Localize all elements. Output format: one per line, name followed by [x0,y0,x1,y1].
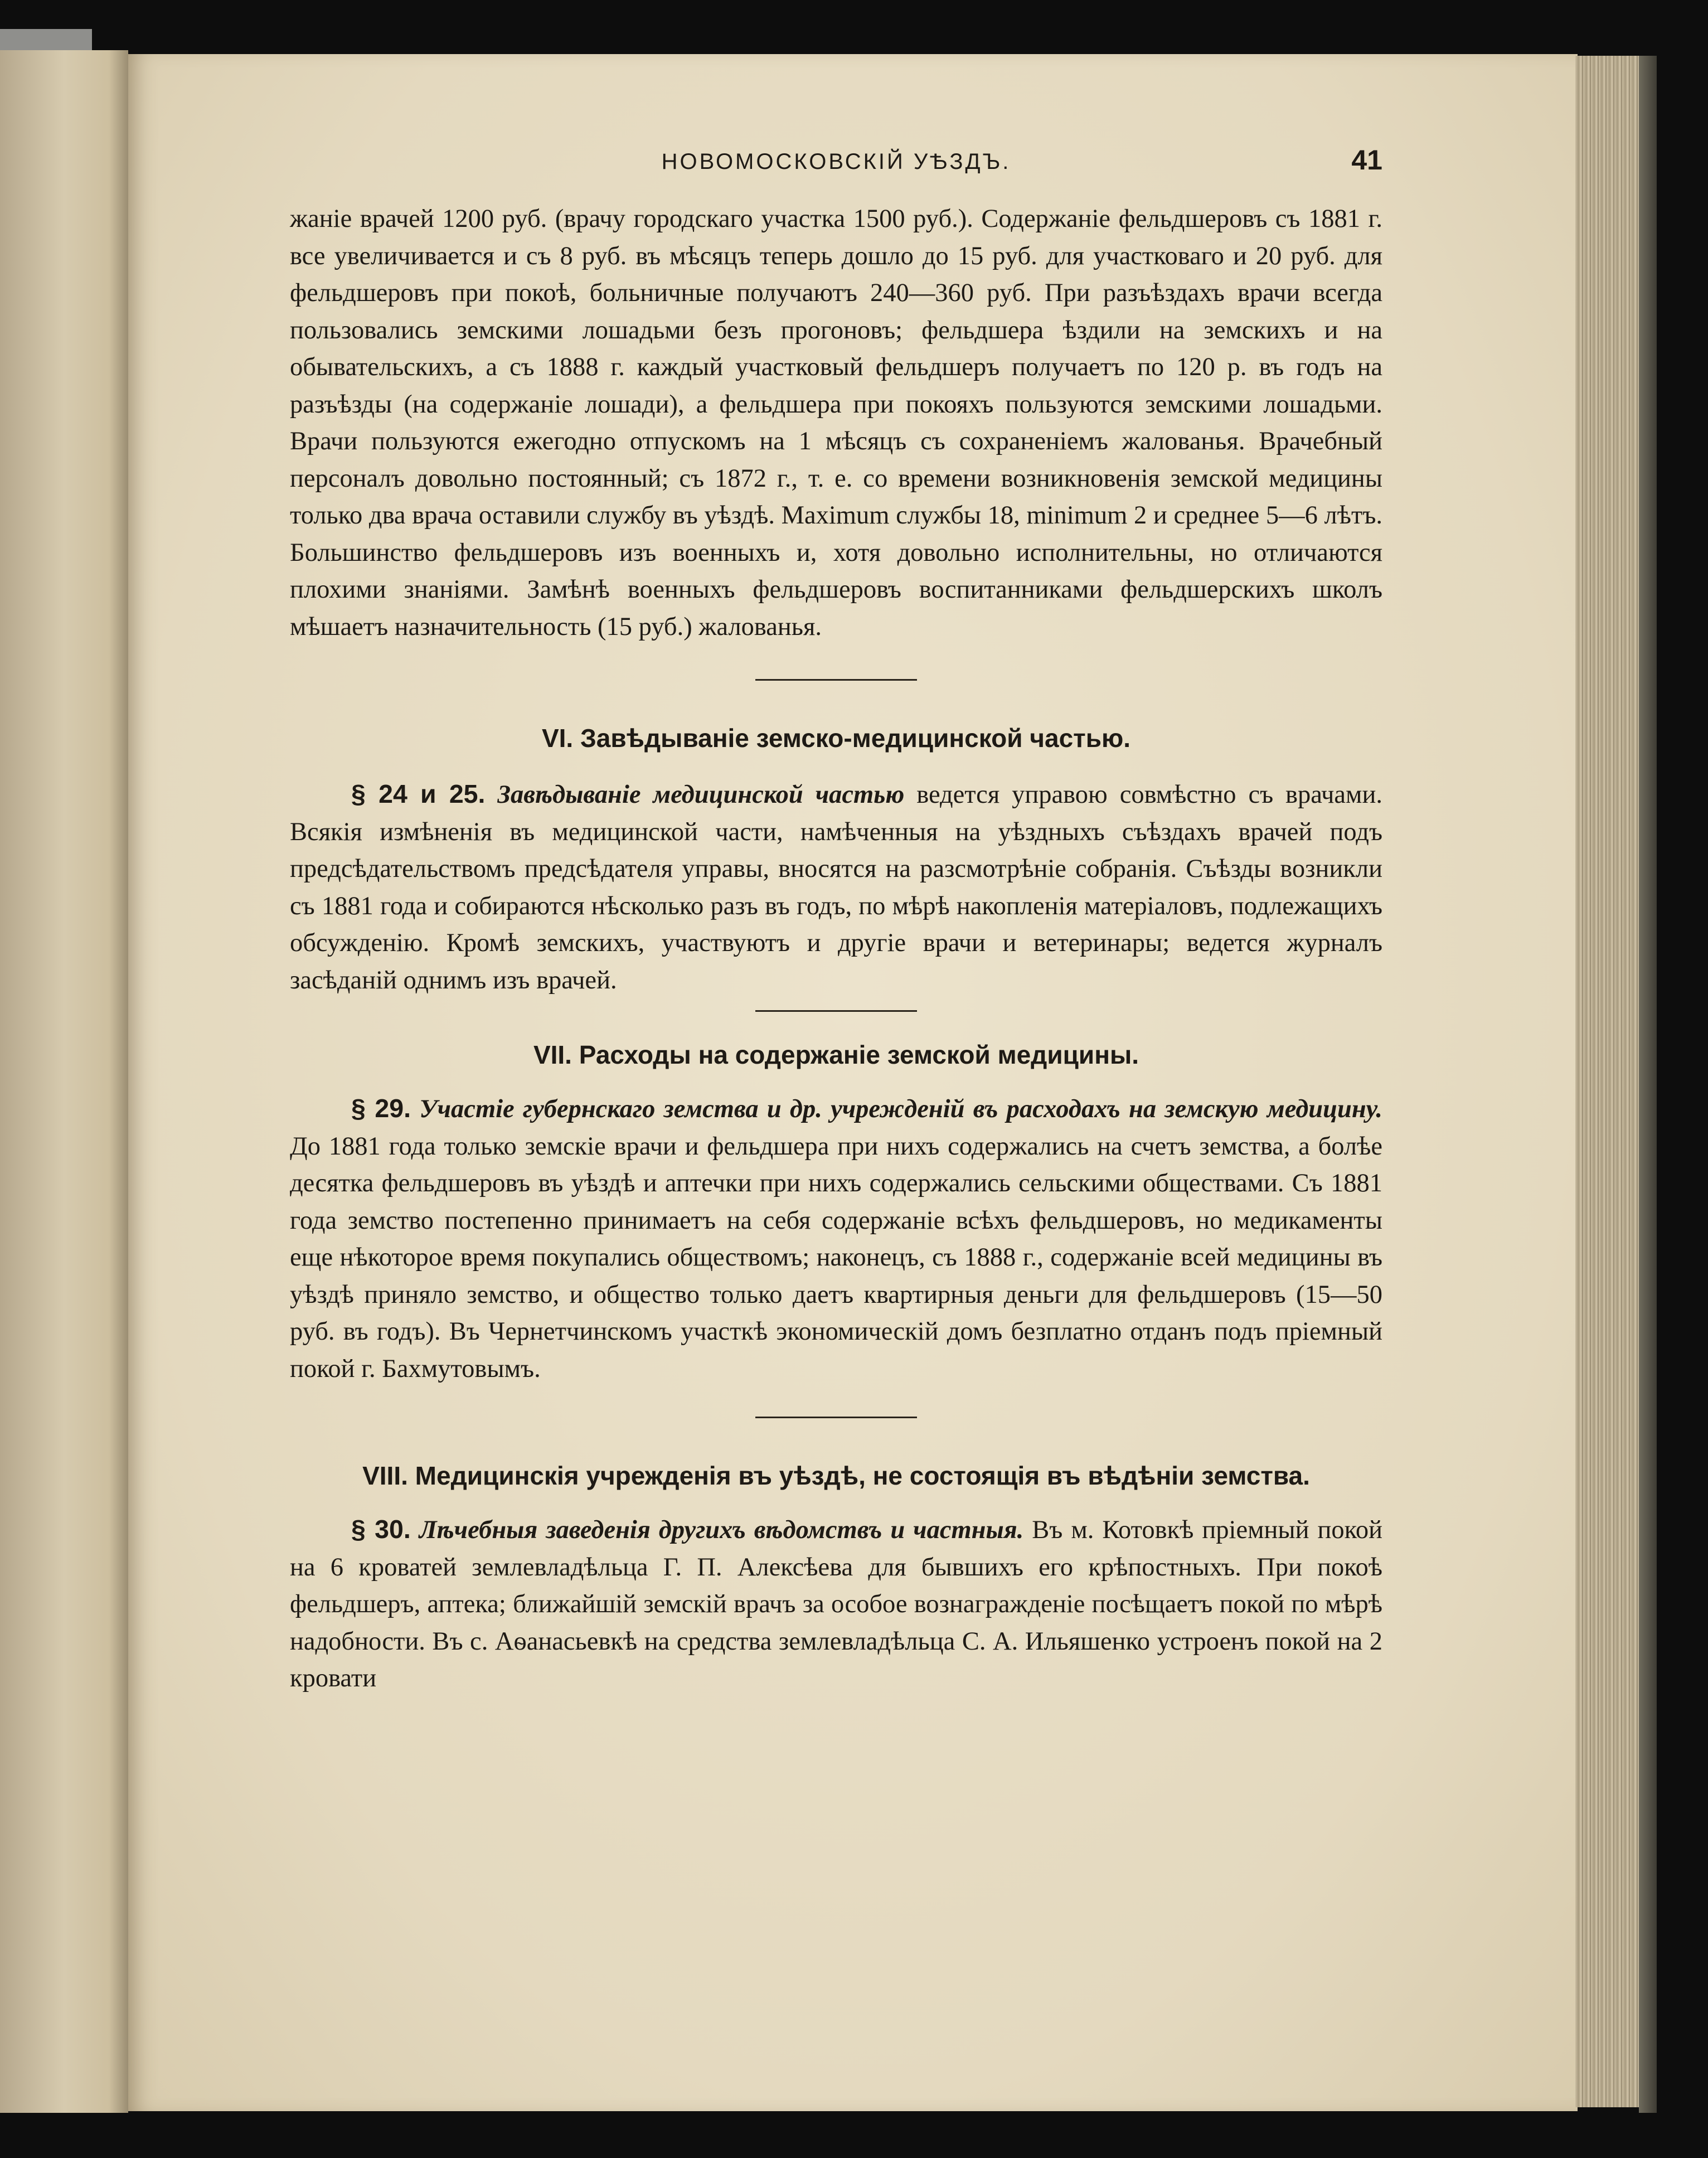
paragraph-text: До 1881 года только земскіе врачи и фельдшера при нихъ содержались на счетъ земства, а болѣе десятка фельдшеровъ въ уѣздѣ и аптечки при нихъ содержались сельскими обществами. Съ 1881 года земство постепенно принимаетъ на себя содержаніе всѣхъ фельдшеровъ, но медикаменты еще нѣкоторое время покупались обществомъ; наконецъ, съ 1888 г., содержаніе всей медицины въ уѣздѣ приняло земство, и общество только даетъ квартирныя деньги для фельдшеровъ (15—50 руб. въ годъ). Въ Чернетчинскомъ участкѣ экономическій домъ безплатно отданъ подъ пріемный покой г. Бахмутовымъ. [290,1132,1382,1383]
paragraph-text: ведется управою совмѣстно съ врачами. Всякія измѣненія въ медицинской части, намѣченныя на уѣздныхъ съѣздахъ врачей подъ предсѣдательствомъ предсѣдателя управы, вносятся на разсмотрѣніе собранія. Съѣзды возникли съ 1881 года и собираются нѣсколько разъ въ годъ, по мѣрѣ накопленія матеріаловъ, подлежащихъ обсужденію. Кромѣ земскихъ, участвуютъ и другіе врачи и ветеринары; ведется журналъ засѣданій однимъ изъ врачей. [290,780,1382,995]
paragraph-number: § 29. [351,1094,411,1123]
section-vii-paragraph [290,1090,1382,1388]
paragraph-title: Лѣчебныя заведенія другихъ вѣдомствъ и частныя. [419,1516,1024,1544]
paragraph-title: Участіе губернскаго земства и др. учрежденій въ расходахъ на земскую медицину. [419,1095,1383,1123]
section-viii-paragraph [290,1511,1382,1698]
book-binding [1639,56,1657,2113]
page-text-block [290,139,1382,1698]
section-divider [755,1417,917,1418]
facing-page-edge [0,50,128,2113]
section-divider [755,679,917,681]
section-divider [755,1010,917,1012]
section-vi-paragraph [290,775,1382,999]
page-stack-edges [1575,56,1648,2107]
paragraph-number: § 30. [351,1515,411,1544]
page-number: 41 [1351,144,1382,176]
paragraph-text: Въ м. Котовкѣ пріемный покой на 6 кроватей землевладѣльца Г. П. Алексѣева для бывшихъ его крѣпостныхъ. При покоѣ фельдшеръ, аптека; ближайшій земскій врачъ за особое вознагражденіе посѣщаетъ покой по мѣрѣ надобности. Въ с. Аѳанасьевкѣ на средства землевладѣльца С. А. Ильяшенко устроенъ покой на 2 кровати [290,1516,1383,1693]
section-heading-viii: VIII. Медицинскія учрежденія въ уѣздѣ, не состоящія въ вѣдѣніи земства. [362,1461,1310,1490]
paragraph-title: Завѣдываніе медицинской частью [497,780,905,809]
running-head [290,139,1382,184]
intro-paragraph: жаніе врачей 1200 руб. (врачу городскаго участка 1500 руб.). Содержаніе фельдшеровъ съ 1881 г. все увеличивается и съ 8 руб. въ мѣсяцъ теперь дошло до 15 руб. для участковаго и 20 руб. для фельдшеровъ при покоѣ, больничные получаютъ 240—360 руб. При разъѣздахъ врачи всегда пользовались земскими лошадьми безъ прогоновъ; фельдшера ѣздили на земскихъ и на обывательскихъ, а съ 1888 г. каждый участковый фельдшеръ получаетъ по 120 р. въ годъ на разъѣзды (на содержаніе лошади), а фельдшера при покояхъ пользуются земскими лошадьми. Врачи пользуются ежегодно отпускомъ на 1 мѣсяцъ съ сохраненіемъ жалованья. Врачебный персоналъ довольно постоянный; съ 1872 г., т. е. со времени возникновенія земской медицины только два врача оставили службу въ уѣздѣ. Maximum службы 18, minimum 2 и среднее 5—6 лѣтъ. Большинство фельдшеровъ изъ военныхъ и, хотя довольно исполнительны, но отличаются плохими знаніями. Замѣнѣ военныхъ фельдшеровъ воспитанниками фельдшерскихъ школъ мѣшаетъ назначительность (15 руб.) жалованья. [290,205,1382,641]
running-title: НОВОМОСКОВСКІЙ УѢЗДЪ. [661,149,1011,174]
paragraph-number: § 24 и 25. [351,779,486,808]
section-heading-vi: VI. Завѣдываніе земско-медицинской частью. [541,724,1131,753]
section-heading-vii: VII. Расходы на содержаніе земской медицины. [533,1040,1139,1069]
